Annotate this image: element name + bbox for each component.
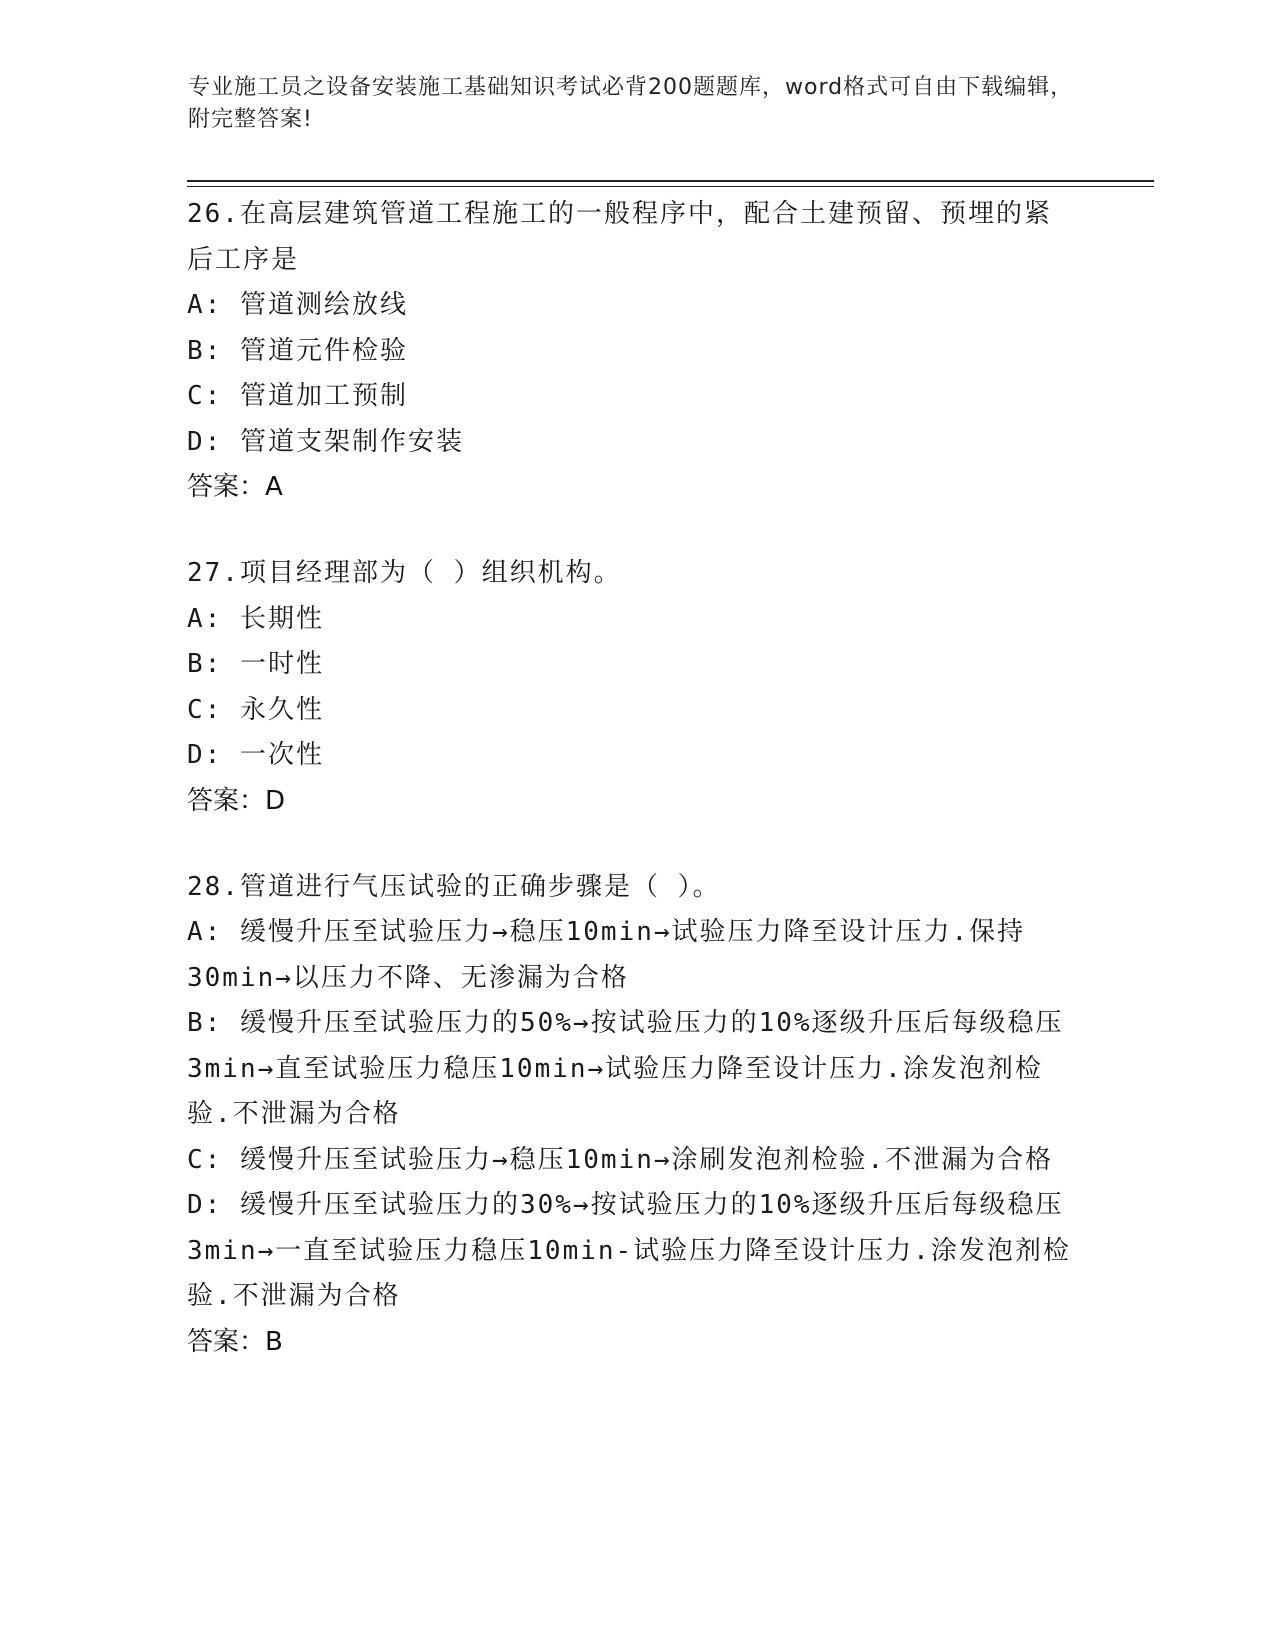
option-a: A: 长期性 [187,603,324,634]
option-d: D: 缓慢升压至试验压力的30%→按试验压力的10%逐级升压后每级稳压3min→一直至试验压力稳压10min-试验压力降至设计压力.涂发泡剂检验.不泄漏为合格 [187,1190,1071,1311]
question-stem: 28.管道进行气压试验的正确步骤是（ ）。 [187,871,721,902]
question-list [187,192,1087,1406]
header-rule-thin [187,186,1154,187]
question-27 [187,551,1087,824]
document-header: 专业施工员之设备安装施工基础知识考试必背200题题库，word格式可自由下载编辑，附完整答案! [188,75,1074,132]
option-a: A: 管道测绘放线 [187,290,408,320]
question-stem: 26.在高层建筑管道工程施工的一般程序中，配合土建预留、预埋的紧后工序是 [187,199,1052,275]
option-b: B: 一时性 [187,649,324,679]
option-b: B: 缓慢升压至试验压力的50%→按试验压力的10%逐级升压后每级稳压3min→直至试验压力稳压10min→试验压力降至设计压力.涂发泡剂检验.不泄漏为合格 [187,1008,1064,1129]
option-c: C: 缓慢升压至试验压力→稳压10min→涂刷发泡剂检验.不泄漏为合格 [187,1144,1054,1175]
option-a: A: 缓慢升压至试验压力→稳压10min→试验压力降至设计压力.保持30min→以压力不降、无渗漏为合格 [187,917,1026,993]
question-stem: 27.项目经理部为（ ）组织机构。 [187,558,622,588]
question-26 [187,192,1087,510]
header-rule-thick [187,180,1154,182]
option-d: D: 一次性 [187,740,324,770]
answer-label: 答案：D [187,785,286,816]
option-c: C: 管道加工预制 [187,381,408,411]
answer-label: 答案：B [187,1326,283,1357]
option-c: C: 永久性 [187,694,324,725]
answer-label: 答案：A [187,472,283,502]
option-d: D: 管道支架制作安装 [187,426,464,457]
question-28 [187,865,1087,1365]
option-b: B: 管道元件检验 [187,335,408,366]
